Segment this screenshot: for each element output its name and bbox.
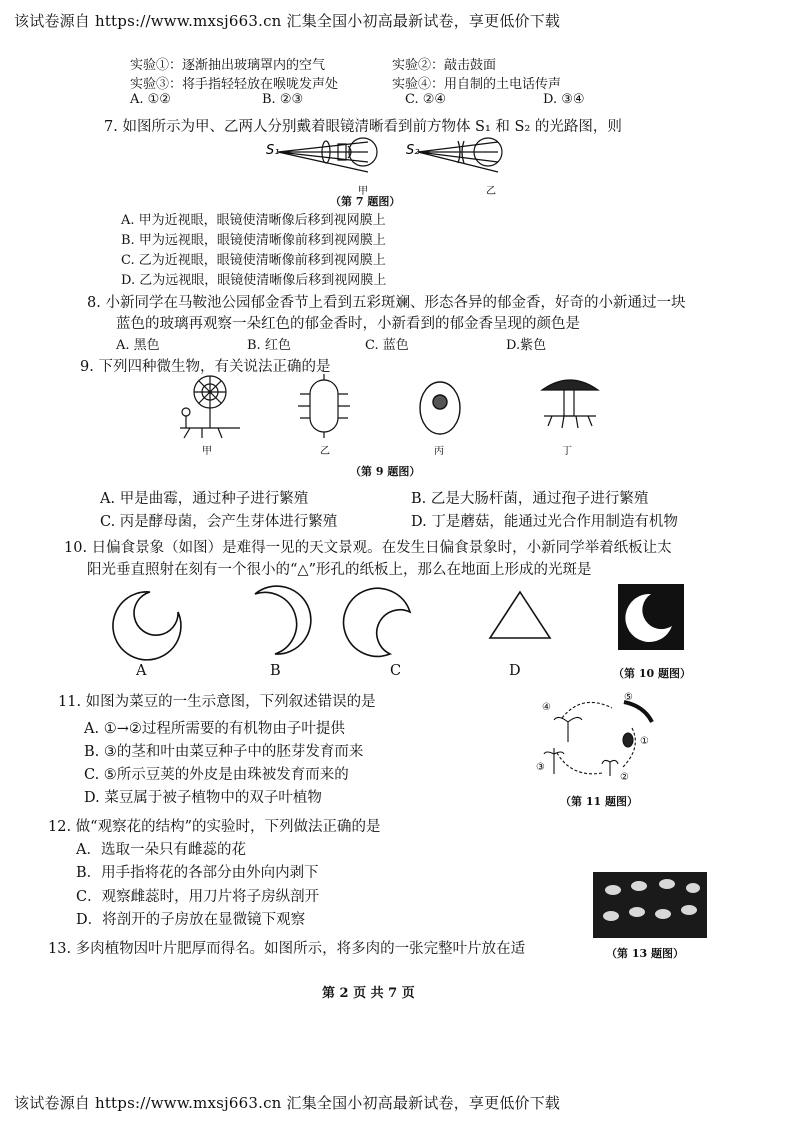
stage-5-label: ⑤ — [624, 692, 633, 703]
q6-option-a: A. ①② — [130, 92, 171, 107]
q8-option-b: B. 红色 — [247, 338, 291, 353]
q11-option-d: D. 菜豆属于被子植物中的双子叶植物 — [84, 790, 322, 806]
q10-label-d: D — [509, 663, 521, 679]
option-c-shape — [344, 588, 410, 656]
q10-label-b: B — [270, 663, 281, 679]
q12-stem: 12. 做“观察花的结构”的实验时，下列做法正确的是 — [48, 819, 381, 835]
q6-option-d: D. ③④ — [543, 92, 585, 107]
q6-exp3: 实验③：将手指轻轻放在喉咙发声处 — [130, 77, 339, 92]
stage-4-label: ④ — [542, 702, 551, 713]
q9-option-b: B. 乙是大肠杆菌，通过孢子进行繁殖 — [411, 491, 649, 507]
seedling-icon — [602, 760, 618, 776]
plant-icon — [544, 748, 564, 774]
q10-stem-line1: 10. 日偏食景象（如图）是难得一见的天文景观。在发生日偏食景象时，小新同学举着纸板让太 — [64, 540, 672, 556]
pod-icon — [624, 702, 652, 722]
seed-icon — [623, 733, 633, 747]
q6-exp1: 实验①：逐渐抽出玻璃罩内的空气 — [130, 58, 326, 73]
q10-stem-line2: 阳光垂直照射在刻有一个很小的“△”形孔的纸板上，那么在地面上形成的光斑是 — [87, 562, 592, 578]
s1-label: S₁ — [266, 143, 280, 158]
label-yi: 乙 — [320, 446, 330, 457]
q6-option-b: B. ②③ — [262, 92, 304, 107]
q9-option-d: D. 丁是蘑菇，能通过光合作用制造有机物 — [411, 514, 678, 530]
q8-option-d: D.紫色 — [506, 338, 547, 353]
s2-label: S₂ — [406, 143, 420, 158]
q9-caption: （第 9 题图） — [350, 465, 421, 478]
q11-option-a: A. ①→②过程所需要的有机物由子叶提供 — [84, 721, 345, 737]
aspergillus-icon — [180, 376, 240, 438]
q11-bean-lifecycle — [532, 688, 682, 788]
label-ding: 丁 — [562, 446, 572, 457]
q11-option-c: C. ⑤所示豆荚的外皮是由珠被发育而来的 — [84, 767, 349, 783]
option-b-shape — [255, 586, 311, 654]
q13-stem: 13. 多肉植物因叶片肥厚而得名。如图所示，将多肉的一张完整叶片放在适 — [48, 941, 526, 957]
q6-exp4: 实验④：用自制的土电话传声 — [392, 77, 562, 92]
source-header: 该试卷源自 https://www.mxsj663.cn 汇集全国小初高最新试卷，享更低价下载 — [14, 12, 561, 30]
q7-option-a: A. 甲为近视眼，眼镜使清晰像后移到视网膜上 — [121, 213, 386, 228]
stage-2-label: ② — [620, 772, 629, 783]
q12-option-a: A．选取一朵只有雌蕊的花 — [76, 842, 246, 858]
q11-option-b: B. ③的茎和叶由菜豆种子中的胚芽发育而来 — [84, 744, 364, 760]
q6-option-c: C. ②④ — [405, 92, 447, 107]
q10-light-spot-options — [110, 582, 690, 662]
q11-stem: 11. 如图为菜豆的一生示意图，下列叙述错误的是 — [58, 694, 376, 710]
q11-caption: （第 11 题图） — [560, 795, 638, 808]
q8-option-a: A. 黑色 — [116, 338, 160, 353]
q12-option-b: B．用手指将花的各部分由外向内剥下 — [76, 865, 319, 881]
option-d-triangle — [490, 592, 550, 638]
q7-eye-diagram — [258, 132, 508, 202]
label-jia: 甲 — [202, 446, 212, 457]
yeast-icon — [420, 382, 460, 434]
q8-option-c: C. 蓝色 — [365, 338, 409, 353]
q9-option-c: C. 丙是酵母菌，会产生芽体进行繁殖 — [100, 514, 338, 530]
eye-diagram-b — [418, 138, 502, 172]
q12-option-d: D．将剖开的子房放在显微镜下观察 — [76, 912, 306, 928]
page-number: 第 2 页 共 7 页 — [322, 986, 415, 1001]
stage-3-label: ③ — [536, 762, 545, 773]
mushroom-icon — [542, 380, 598, 428]
q9-stem: 9. 下列四种微生物，有关说法正确的是 — [80, 359, 331, 375]
q7-option-c: C. 乙为近视眼，眼镜使清晰像前移到视网膜上 — [121, 253, 386, 268]
label-yi: 乙 — [486, 186, 496, 197]
q13-succulent-photo — [593, 872, 707, 938]
eye-diagram-a — [278, 138, 377, 172]
q8-stem-line2: 蓝色的玻璃再观察一朵红色的郁金香时，小新看到的郁金香呈现的颜色是 — [116, 316, 580, 332]
source-footer: 该试卷源自 https://www.mxsj663.cn 汇集全国小初高最新试卷，享更低价下载 — [14, 1094, 561, 1112]
q9-option-a: A. 甲是曲霉，通过种子进行繁殖 — [100, 491, 309, 507]
q12-option-c: C．观察雌蕊时，用刀片将子房纵剖开 — [76, 889, 320, 905]
q10-label-c: C — [390, 663, 402, 679]
label-jia: 甲 — [358, 186, 368, 197]
q10-caption: （第 10 题图） — [613, 667, 691, 680]
q7-stem: 7. 如图所示为甲、乙两人分别戴着眼镜清晰看到前方物体 S₁ 和 S₂ 的光路图，则 — [104, 119, 622, 135]
label-bing: 丙 — [434, 446, 444, 457]
e-coli-icon — [298, 374, 350, 438]
q7-option-b: B. 甲为远视眼，眼镜使清晰像前移到视网膜上 — [121, 233, 386, 248]
q13-caption: （第 13 题图） — [606, 947, 684, 960]
option-a-shape — [113, 592, 181, 660]
q6-exp2: 实验②：敲击鼓面 — [392, 58, 497, 73]
q9-microbes-figure — [160, 370, 600, 460]
stage-1-label: ① — [640, 736, 649, 747]
q8-stem-line1: 8. 小新同学在马鞍池公园郁金香节上看到五彩斑斓、形态各异的郁金香，好奇的小新通过一块 — [87, 295, 686, 311]
q7-caption: （第 7 题图） — [330, 195, 401, 208]
q7-option-d: D. 乙为远视眼，眼镜使清晰像后移到视网膜上 — [121, 273, 387, 288]
q10-label-a: A — [136, 663, 147, 679]
young-plant-icon — [554, 717, 582, 742]
